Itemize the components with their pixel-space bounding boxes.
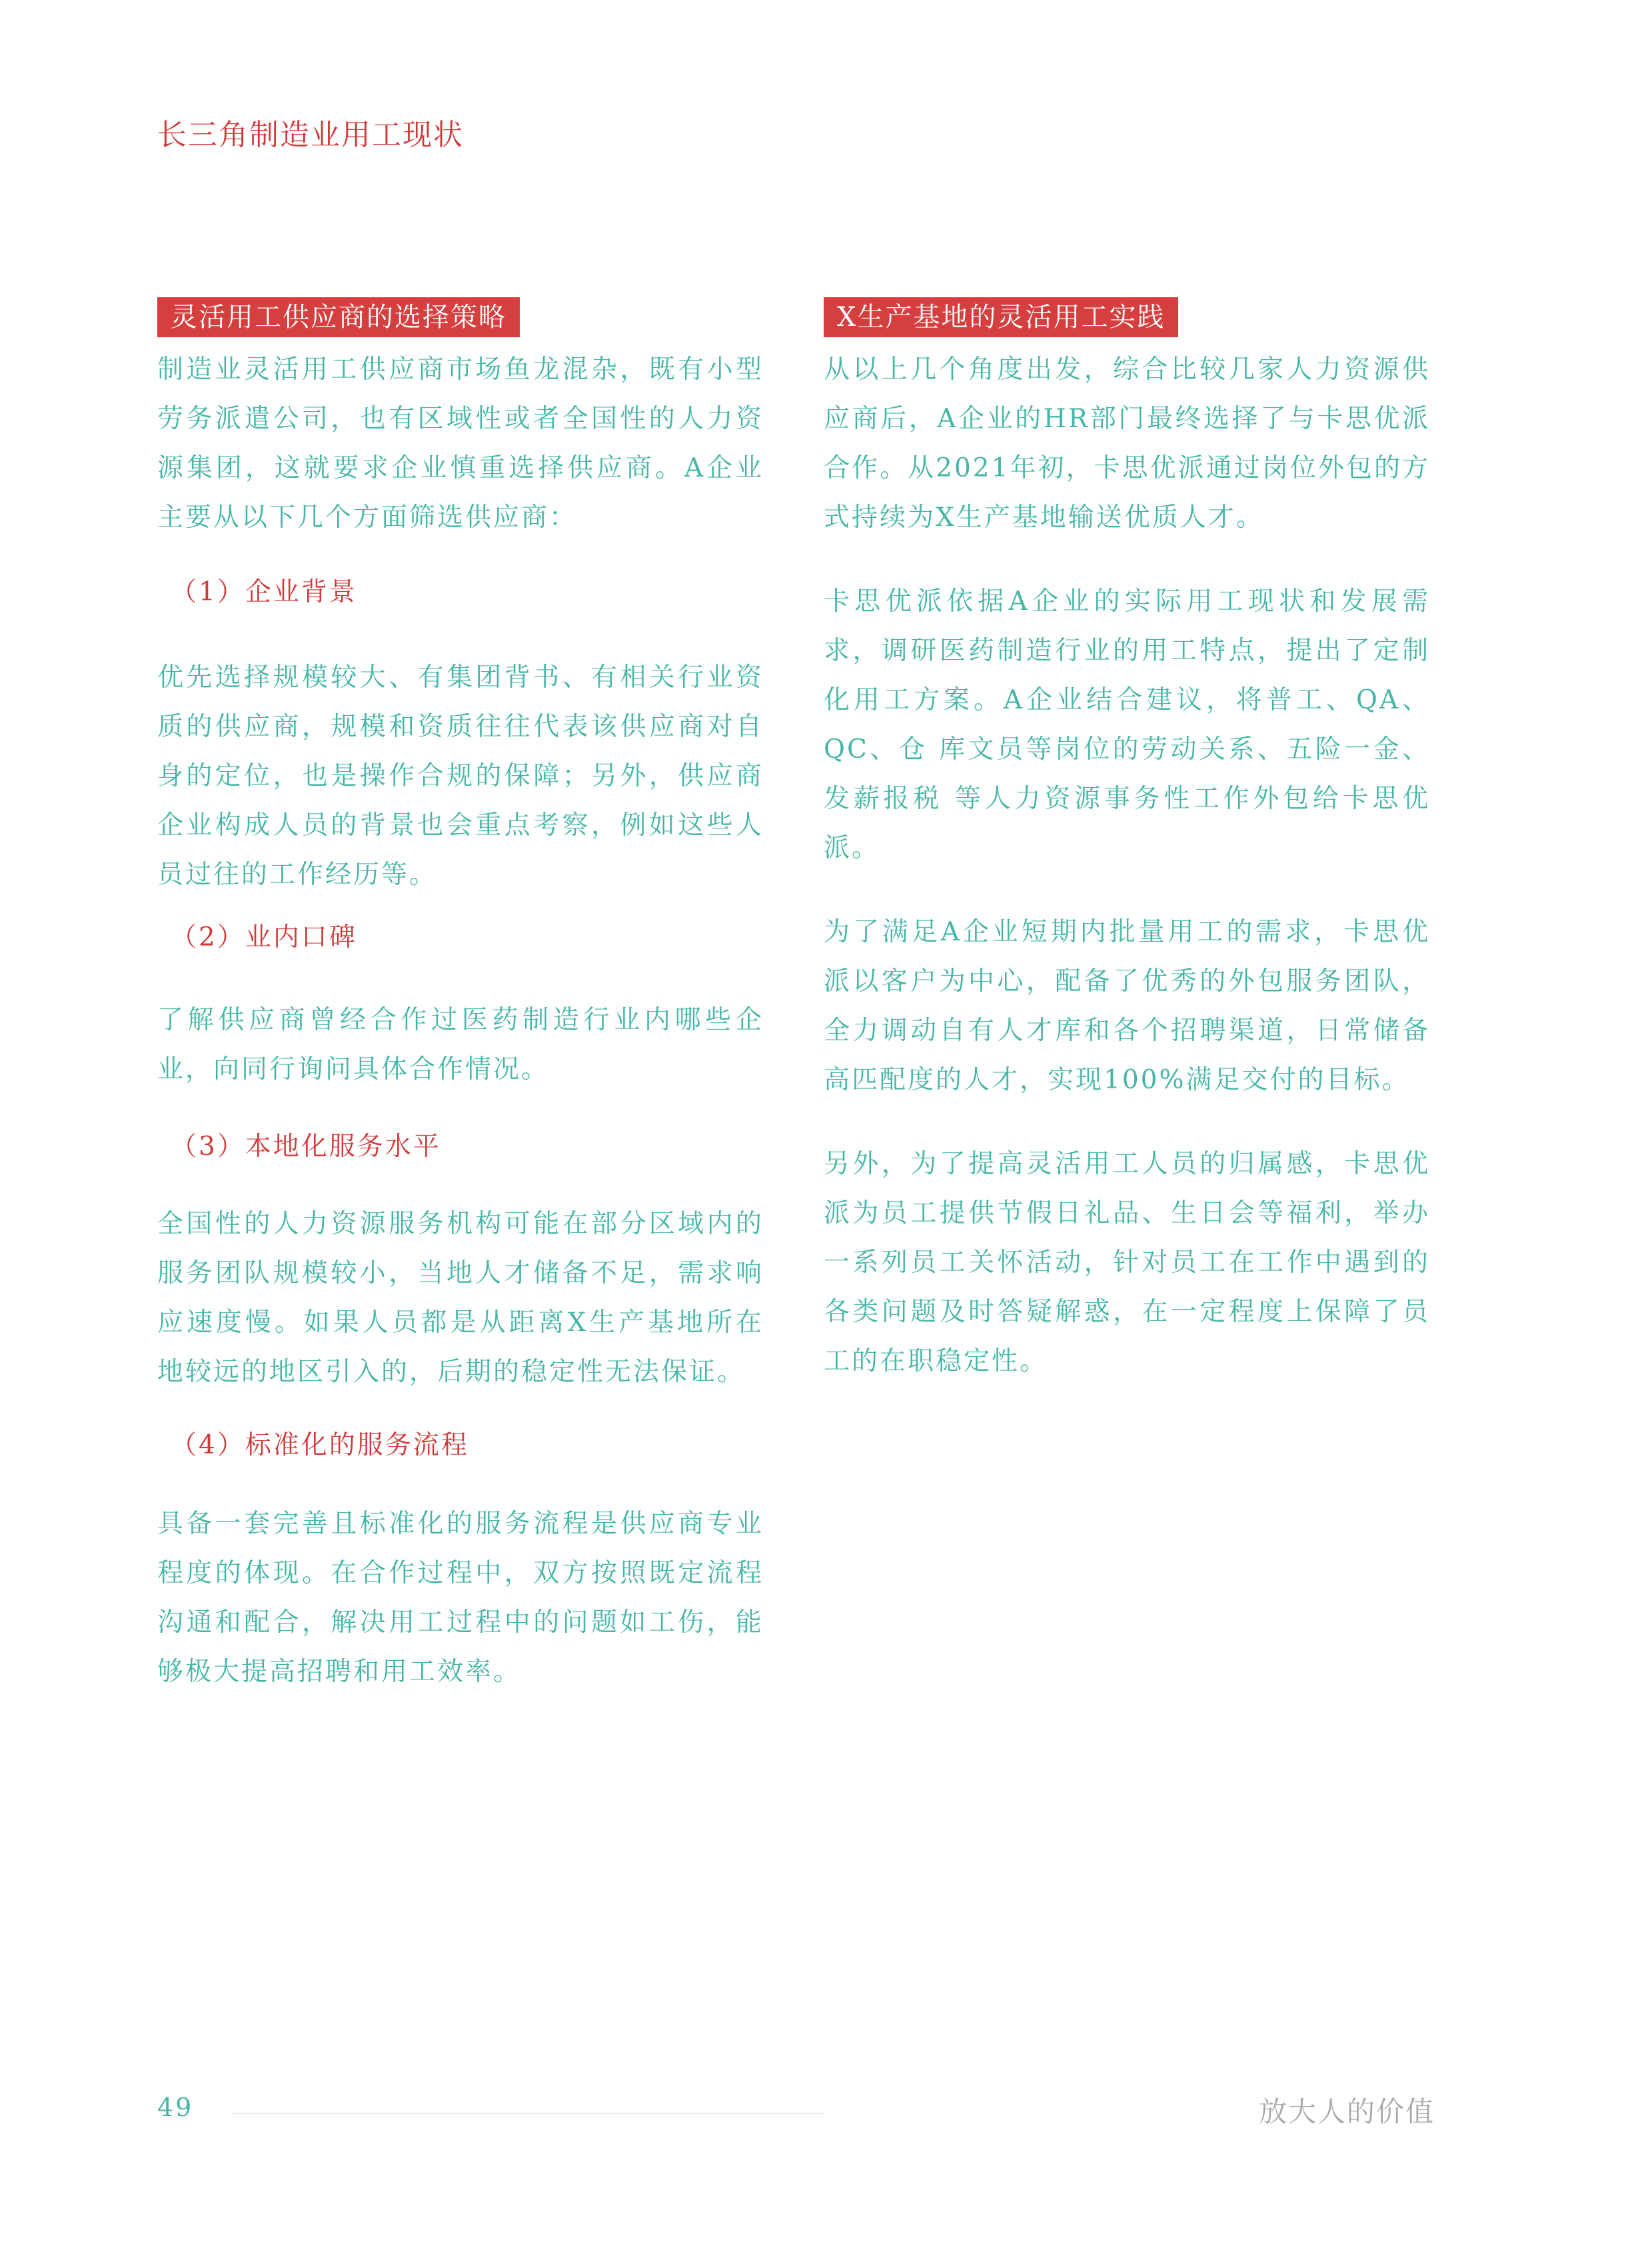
item4-text: 具备一套完善且标准化的服务流程是供应商专业程度的体现。在合作过程中，双方按照既定流程沟通和配合，解决用工过程中的问题如工伤，能够极大提高招聘和用工效率。 [157, 1509, 764, 1687]
right-paragraph-4: 另外，为了提高灵活用工人员的归属感，卡思优派为员工提供节假日礼品、生日会等福利，举办一系列员工关怀活动，针对员工在工作中遇到的各类问题及时答疑解惑，在一定程度上保障了员工的在职稳定性。 [824, 1149, 1430, 1376]
section-tag-x-base-practice: X生产基地的灵活用工实践 [824, 297, 1178, 337]
page-header-title: 长三角制造业用工现状 [157, 118, 464, 152]
section-tag-supplier-strategy: 灵活用工供应商的选择策略 [157, 297, 520, 337]
intro-paragraph: 制造业灵活用工供应商市场鱼龙混杂，既有小型劳务派遣公司，也有区域性或者全国性的人力资源集团，这就要求企业慎重选择供应商。A企业主要从以下几个方面筛选供应商： [157, 355, 764, 533]
right-paragraph-3: 为了满足A企业短期内批量用工的需求，卡思优派以客户为中心，配备了优秀的外包服务团队，全力调动自有人才库和各个招聘渠道，日常储备高匹配度的人才，实现100%满足交付的目标。 [824, 917, 1430, 1095]
item3-text: 全国性的人力资源服务机构可能在部分区域内的服务团队规模较小，当地人才储备不足，需求响应速度慢。如果人员都是从距离X生产基地所在地较远的地区引入的，后期的稳定性无法保证。 [157, 1209, 764, 1387]
left-column [157, 297, 764, 1697]
item4-title: （4）标准化的服务流程 [171, 1430, 469, 1460]
right-column [824, 297, 1430, 1386]
right-paragraph-1: 从以上几个角度出发，综合比较几家人力资源供应商后，A企业的HR部门最终选择了与卡思优派 合作。从2021年初，卡思优派通过岗位外包的方 式持续为X生产基地输送优质人才。 [824, 355, 1430, 533]
page-number: 49 [157, 2093, 194, 2122]
footer-divider [232, 2113, 825, 2114]
right-paragraph-2: 卡思优派依据A企业的实际用工现状和发展需求，调研医药制造行业的用工特点，提出了定制化用工方案。A企业结合建议，将普工、QA、QC、仓 库文员等岗位的劳动关系、五险一金、发薪报税 等人力资源事务性工作外包给卡思优派。 [824, 586, 1430, 863]
item2-text: 了解供应商曾经合作过医药制造行业内哪些企业，向同行询问具体合作情况。 [157, 1005, 764, 1084]
footer-slogan: 放大人的价值 [1258, 2095, 1435, 2128]
item3-title: （3）本地化服务水平 [171, 1132, 441, 1162]
item1-title: （1）企业背景 [171, 577, 357, 607]
item1-text: 优先选择规模较大、有集团背书、有相关行业资质的供应商，规模和资质往往代表该供应商对自身的定位，也是操作合规的保障；另外，供应商企业构成人员的背景也会重点考察，例如这些人员过往的工作经历等。 [157, 662, 764, 890]
item2-title: （2）业内口碑 [171, 922, 357, 952]
